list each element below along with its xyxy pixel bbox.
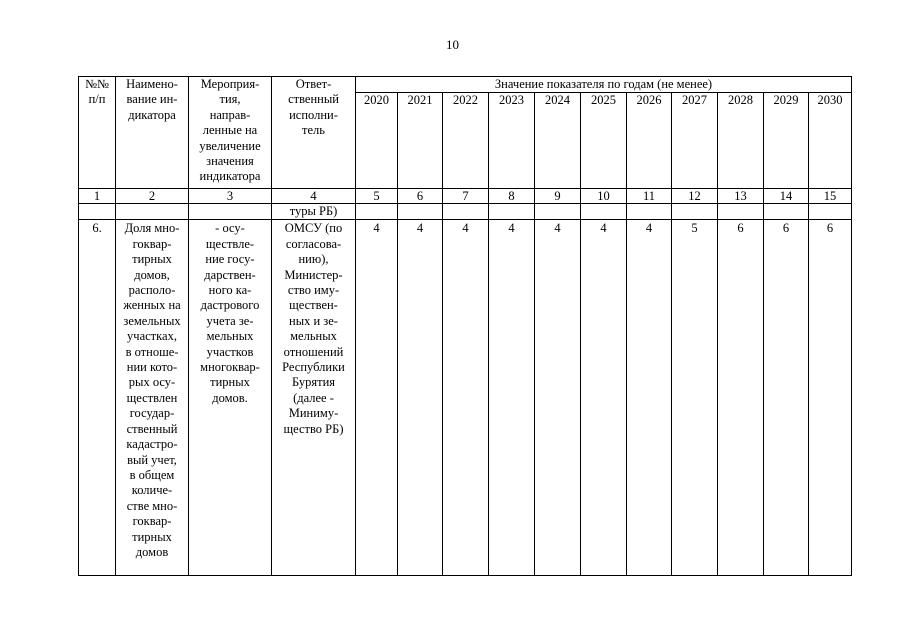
row-executor: ОМСУ (по согласова- нию), Министер- ство иму- ществен- ных и зе- мельных отношений Республики Бурятия (далее - Миниму- щество РБ) xyxy=(272,220,356,576)
column-number: 3 xyxy=(189,189,272,204)
column-number: 5 xyxy=(356,189,398,204)
header-year: 2022 xyxy=(443,93,489,189)
indicators-table xyxy=(78,76,852,576)
column-numbers-row xyxy=(79,189,852,204)
header-num: №№ п/п xyxy=(79,77,116,189)
header-year: 2024 xyxy=(535,93,581,189)
column-number: 14 xyxy=(764,189,809,204)
row-value: 4 xyxy=(535,220,581,576)
row-value: 6 xyxy=(718,220,764,576)
header-year: 2028 xyxy=(718,93,764,189)
table-row xyxy=(79,220,852,576)
column-number: 13 xyxy=(718,189,764,204)
header-year: 2025 xyxy=(581,93,627,189)
empty-cell xyxy=(672,204,718,220)
column-number: 11 xyxy=(627,189,672,204)
empty-cell xyxy=(398,204,443,220)
column-number: 2 xyxy=(116,189,189,204)
empty-cell xyxy=(581,204,627,220)
row-value: 6 xyxy=(809,220,852,576)
empty-cell xyxy=(764,204,809,220)
row-value: 4 xyxy=(581,220,627,576)
row-value: 6 xyxy=(764,220,809,576)
continuation-text: туры РБ) xyxy=(272,204,356,220)
header-year: 2030 xyxy=(809,93,852,189)
row-value: 4 xyxy=(356,220,398,576)
header-year: 2027 xyxy=(672,93,718,189)
empty-cell xyxy=(809,204,852,220)
empty-cell xyxy=(489,204,535,220)
page-number: 10 xyxy=(446,37,459,52)
column-number: 12 xyxy=(672,189,718,204)
row-value: 4 xyxy=(489,220,535,576)
header-year: 2021 xyxy=(398,93,443,189)
empty-cell xyxy=(79,204,116,220)
empty-cell xyxy=(718,204,764,220)
row-value: 4 xyxy=(398,220,443,576)
column-number: 9 xyxy=(535,189,581,204)
header-year: 2023 xyxy=(489,93,535,189)
row-num: 6. xyxy=(79,220,116,576)
row-value: 5 xyxy=(672,220,718,576)
header-year: 2020 xyxy=(356,93,398,189)
empty-cell xyxy=(535,204,581,220)
column-number: 4 xyxy=(272,189,356,204)
continuation-row xyxy=(79,204,852,220)
row-value: 4 xyxy=(627,220,672,576)
column-number: 10 xyxy=(581,189,627,204)
header-indicator-name: Наимено- вание ин- дикатора xyxy=(116,77,189,189)
column-number: 6 xyxy=(398,189,443,204)
header-executor: Ответ- ственный исполни- тель xyxy=(272,77,356,189)
header-measures: Мероприя- тия, направ- ленные на увеличение значения индикатора xyxy=(189,77,272,189)
empty-cell xyxy=(627,204,672,220)
header-year: 2026 xyxy=(627,93,672,189)
row-measures: - осу- ществле- ние госу- дарствен- ного ка- дастрового учета зе- мельных участков многоквар- тирных домов. xyxy=(189,220,272,576)
row-value: 4 xyxy=(443,220,489,576)
column-number: 1 xyxy=(79,189,116,204)
empty-cell xyxy=(189,204,272,220)
empty-cell xyxy=(443,204,489,220)
header-year: 2029 xyxy=(764,93,809,189)
empty-cell xyxy=(356,204,398,220)
column-number: 8 xyxy=(489,189,535,204)
empty-cell xyxy=(116,204,189,220)
column-number: 15 xyxy=(809,189,852,204)
column-number: 7 xyxy=(443,189,489,204)
row-indicator-name: Доля мно- гоквар- тирных домов, располо- женных на земельных участках, в отноше- нии кото- рых осу- ществлен государ- ственный кадастро- вый учет, в общем количе- стве мно- гоквар- тирных домов xyxy=(116,220,189,576)
header-years-group: Значение показателя по годам (не менее) xyxy=(356,77,852,93)
